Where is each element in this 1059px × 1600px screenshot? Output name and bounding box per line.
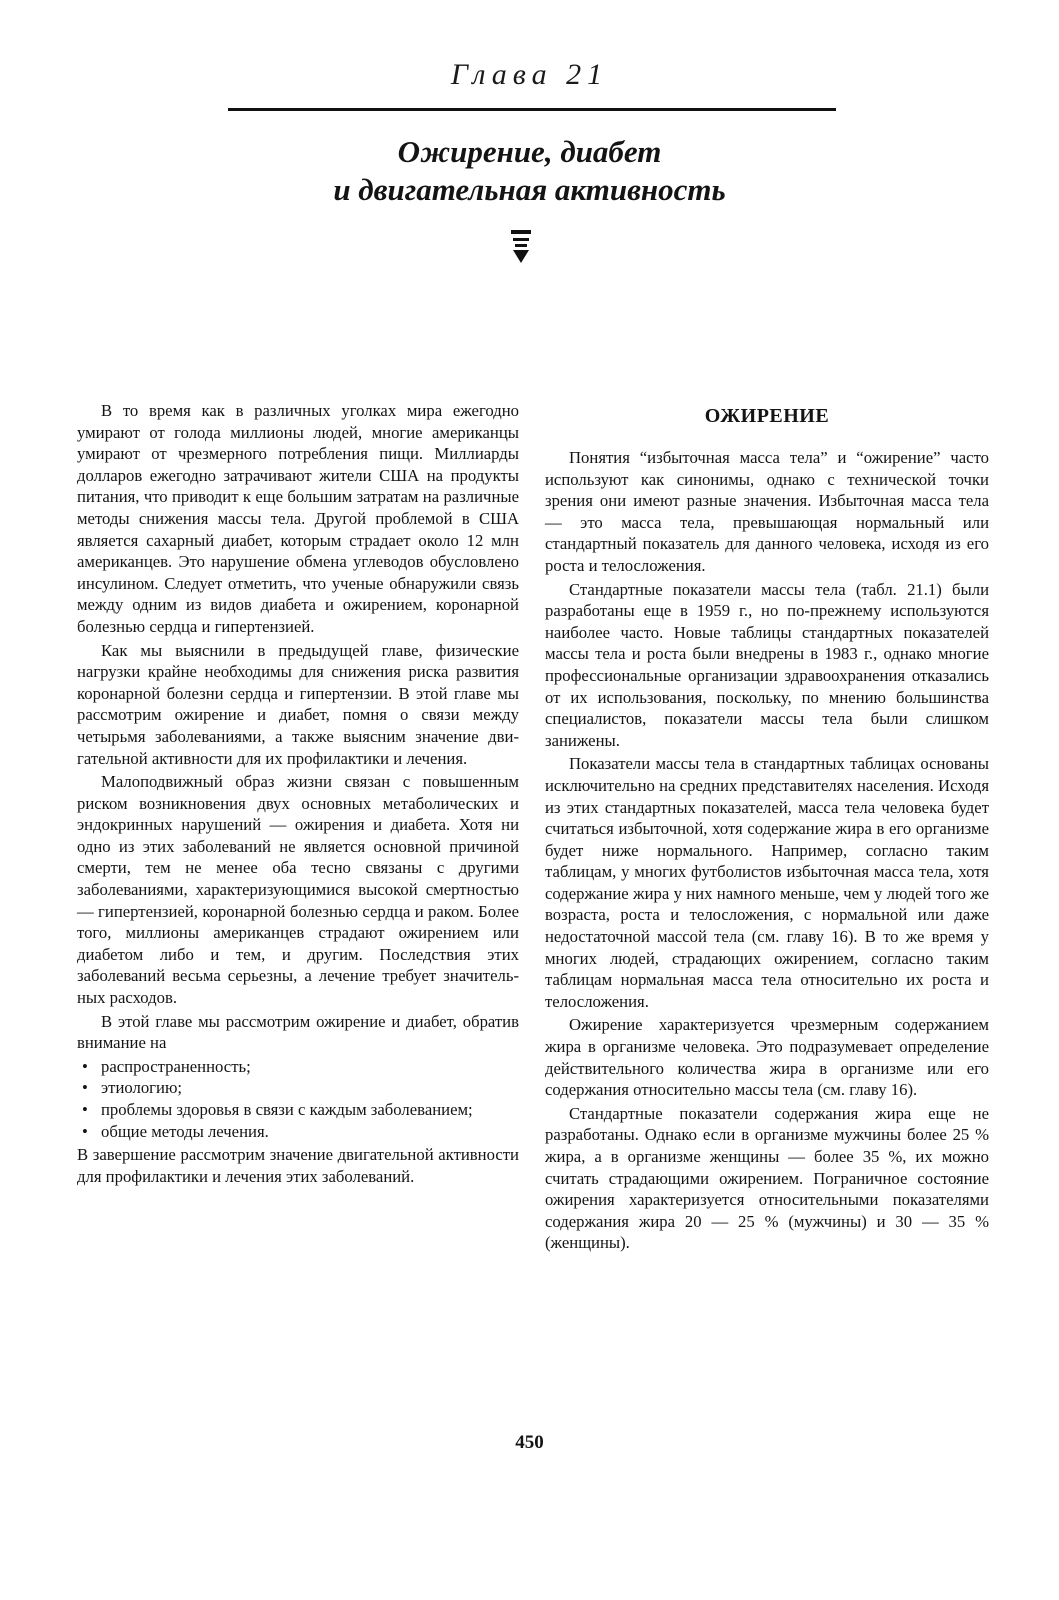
list-item: • проблемы здоровья в связи с каждым заболеванием;	[77, 1099, 519, 1121]
right-column	[545, 400, 989, 1256]
page-number: 450	[515, 1432, 544, 1453]
chapter-title-line-1: Ожирение, диабет	[397, 134, 662, 169]
obesity-paragraph-5: Стандартные показатели содержания жира еще не разработаны. Однако если в организме мужчины более 25 % жира, а в организме женщины — более 35 %, их можно считать страдающими ожирением. Пограничное состояние ожирения характеризуется относительными показателями содержания жира 20 — 25 % (мужчины) и 30 — 35 % (женщины).	[545, 1103, 989, 1253]
down-arrow-ornament-icon	[510, 228, 532, 264]
obesity-paragraph-4: Ожирение характеризуется чрезмерным содержанием жира в организме человека. Это подразумевает определение действительного количества жира в организме или его содержания относительно массы тела (см. главу 16).	[545, 1015, 989, 1100]
chapter-label: Глава 21	[450, 58, 609, 91]
list-item: • этиологию;	[77, 1077, 519, 1099]
intro-paragraph-2: Как мы выяснили в предыдущей главе, физические нагрузки крайне необходимы для снижения риска развития коронарной болезни сердца и гипертензии. В этой главе мы рассмотрим ожирение и диабет, помня о связи между четырьмя заболеваниями, а также выясним значение двигательной активности для их профилактики и лечения.	[77, 640, 519, 768]
obesity-paragraph-2: Стандартные показатели массы тела (табл. 21.1) были разработаны еще в 1959 г., но по-прежнему используются наиболее часто. Новые таблицы стандартных показателей массы тела и роста были внедрены в 1983 г., однако многие профессиональные организации здравоохранения отказались от их использования, поскольку, по мнению большинства специалистов, показатели массы тела были слишком занижены.	[545, 579, 989, 750]
obesity-paragraph-1: Понятия “избыточная масса тела” и “ожирение” часто используют как синонимы, однако с технической точки зрения они имеют разные значения. Избыточная масса тела — это масса тела, превышающая нормальный или стандартный показатель для данного человека, исходя из его роста и телосложения.	[545, 448, 989, 575]
intro-paragraph-3: Малоподвижный образ жизни связан с повышенным риском возникновения двух основных метаболических и эндокринных нарушений — ожирения и диабета. Хотя ни одно из этих заболеваний не является основной причиной смерти, тем не менее оба тесно связаны с другими заболеваниями, характеризующимися высокой смертностью — гипертензией, коронарной болезнью сердца и раком. Более того, миллионы американцев страдают ожирением или диабетом либо и тем, и другим. Последствия этих заболеваний весьма серьезны, а лечение требует значительных расходов.	[77, 772, 519, 1008]
closing-paragraph: В завершение рассмотрим значение двигательной активности для профилактики и лечения этих заболеваний.	[77, 1145, 519, 1186]
obesity-paragraph-3: Показатели массы тела в стандартных таблицах основаны исключительно на средних представителях населения. Исходя из этих стандартных показателей, масса тела человека будет считаться избыточной, хотя содержание жира в его организме будет ниже нормального. Например, согласно таким таблицам, у многих футболистов избыточная масса тела, хотя содержание жира у них намного меньше, чем у людей того же возраста, роста и телосложения, с нормальной или даже недостаточной массой тела (см. главу 16). В то же время у многих людей, страдающих ожирением, согласно таким таблицам нормальная масса тела относительно их роста и телосложения.	[545, 754, 989, 1011]
header-rule	[228, 108, 836, 111]
section-heading: ОЖИРЕНИЕ	[704, 405, 830, 427]
list-item: • общие методы лечения.	[77, 1121, 519, 1143]
list-item: • распространенность;	[77, 1056, 519, 1078]
topics-list	[77, 1056, 519, 1142]
chapter-title	[0, 133, 1059, 209]
left-column	[77, 400, 519, 1189]
chapter-title-line-2: и двигательная активность	[333, 172, 726, 207]
intro-paragraph-1: В то время как в различных уголках мира ежегодно умирают от голода миллионы людей, многие американцы умирают от чрезмерного потребления пищи. Миллиарды долларов ежегодно затрачивают жители США на продукты питания, что приводит к еще большим затратам на различные методы снижения массы тела. Другой проблемой в США является сахарный диабет, которым страдает около 12 млн американцев. Это нарушение обмена углеводов обусловлено инсулином. Следует отметить, что ученые обнаружили связь между одним из видов диабета и ожирением, коронарной болезнью сердца и гипертензией.	[77, 401, 519, 636]
intro-paragraph-4: В этой главе мы рассмотрим ожирение и диабет, обратив внимание на	[77, 1011, 519, 1053]
